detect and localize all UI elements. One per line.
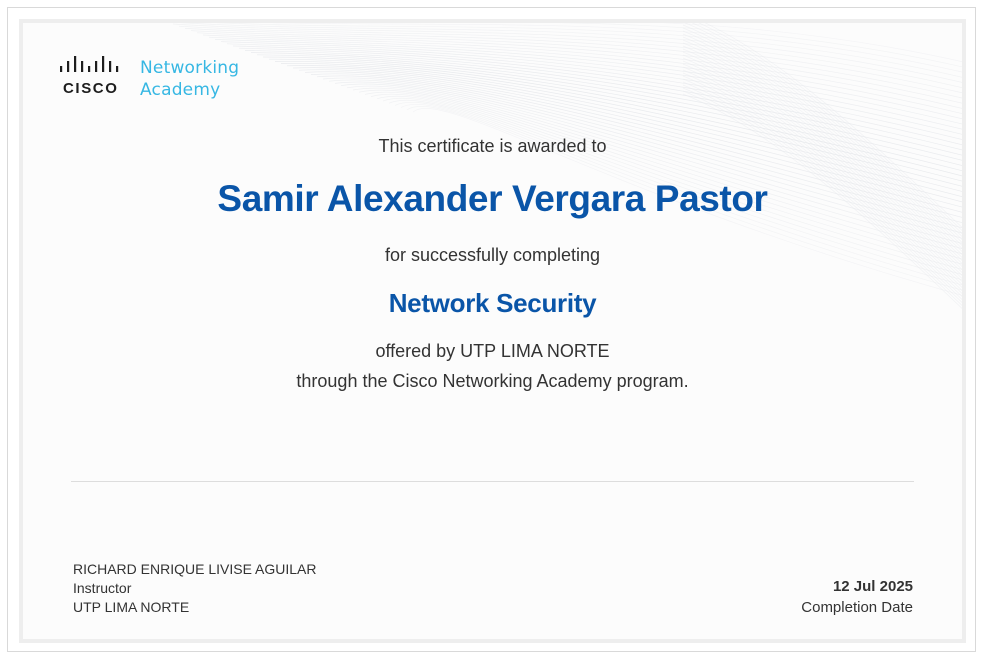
- divider-line: [71, 481, 914, 482]
- certificate-frame: [19, 19, 966, 643]
- offered-by-text: offered by UTP LIMA NORTE: [375, 341, 610, 361]
- completing-text: for successfully completing: [384, 245, 601, 265]
- logo-academy-text: Academy: [140, 80, 221, 100]
- completion-date: 12 Jul 2025: [832, 578, 913, 595]
- completion-date-label: Completion Date: [801, 599, 913, 616]
- completion-date-block: [801, 576, 913, 618]
- program-text: through the Cisco Networking Academy program.: [296, 371, 689, 391]
- instructor-role: Instructor: [73, 580, 132, 596]
- logo-cisco-wordmark: CISCO: [63, 80, 119, 97]
- cisco-networking-academy-logo: [59, 55, 259, 105]
- instructor-name: RICHARD ENRIQUE LIVISE AGUILAR: [73, 561, 317, 577]
- awarded-text: This certificate is awarded to: [378, 136, 607, 156]
- instructor-institution: UTP LIMA NORTE: [73, 599, 190, 615]
- cisco-bridge-icon: [59, 55, 129, 77]
- course-name: Network Security: [388, 288, 597, 318]
- instructor-signature-block: [73, 560, 317, 617]
- wave-lines-decoration: [23, 23, 962, 639]
- logo-networking-text: Networking: [140, 58, 240, 78]
- recipient-name: Samir Alexander Vergara Pastor: [217, 178, 768, 219]
